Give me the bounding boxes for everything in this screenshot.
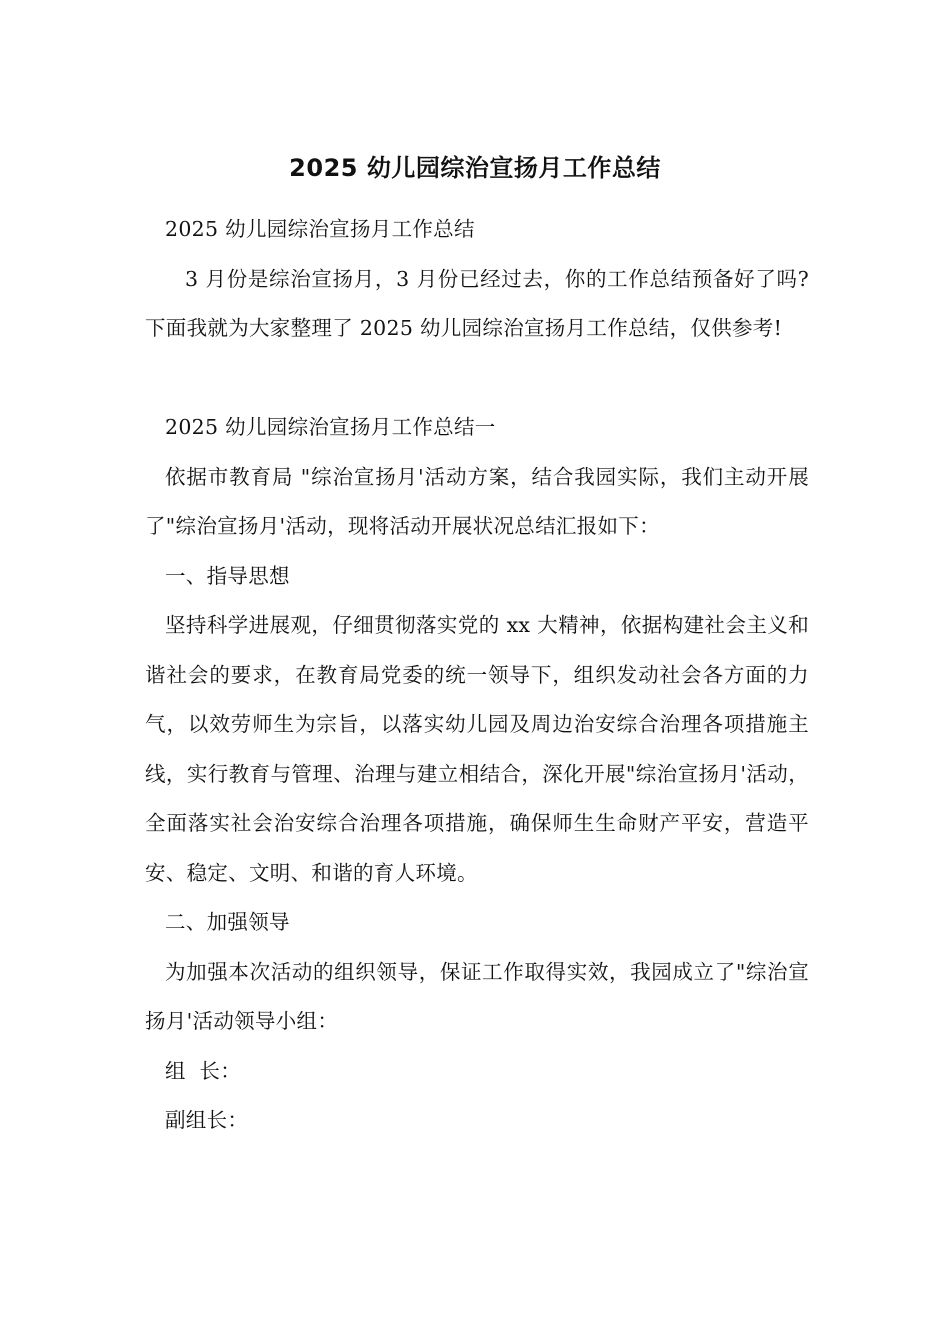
subtitle-paragraph: 2025 幼儿园综治宣扬月工作总结 bbox=[165, 217, 475, 241]
deputy-leader-line: 副组长： bbox=[165, 1108, 249, 1132]
leadership-paragraph: 为加强本次活动的组织领导，保证工作取得实效，我园成立了"综治宣扬月'活动领导小组： bbox=[145, 959, 809, 1033]
document-body bbox=[145, 205, 809, 1146]
guiding-thought-paragraph: 坚持科学进展观，仔细贯彻落实党的 xx 大精神，依据构建社会主义和谐社会的要求，在教育局党委的统一领导下，组织发动社会各方面的力气，以效劳师生为宗旨，以落实幼儿园及周边治安综合治理各项措施主线，实行教育与管理、治理与建立相结合，深化开展"综治宣扬月'活动，全面落实社会治安综合治理各项措施，确保师生生命财产平安，营造平安、稳定、文明、和谐的育人环境。 bbox=[145, 613, 809, 885]
section-title-paragraph: 2025 幼儿园综治宣扬月工作总结一 bbox=[165, 415, 496, 439]
heading-guiding-thought: 一、指导思想 bbox=[165, 563, 290, 588]
document-title: 2025 幼儿园综治宣扬月工作总结 bbox=[289, 154, 661, 182]
blank-line bbox=[145, 354, 809, 404]
group-leader-line: 组 长： bbox=[165, 1058, 242, 1083]
basis-paragraph: 依据市教育局 "综治宣扬月'活动方案，结合我园实际，我们主动开展了"综治宣扬月'活动，现将活动开展状况总结汇报如下： bbox=[145, 464, 809, 538]
heading-strengthen-leadership: 二、加强领导 bbox=[165, 910, 290, 934]
intro-paragraph: 3 月份是综治宣扬月，3 月份已经过去，你的工作总结预备好了吗?下面我就为大家整理了 2025 幼儿园综治宣扬月工作总结，仅供参考! bbox=[145, 266, 809, 340]
